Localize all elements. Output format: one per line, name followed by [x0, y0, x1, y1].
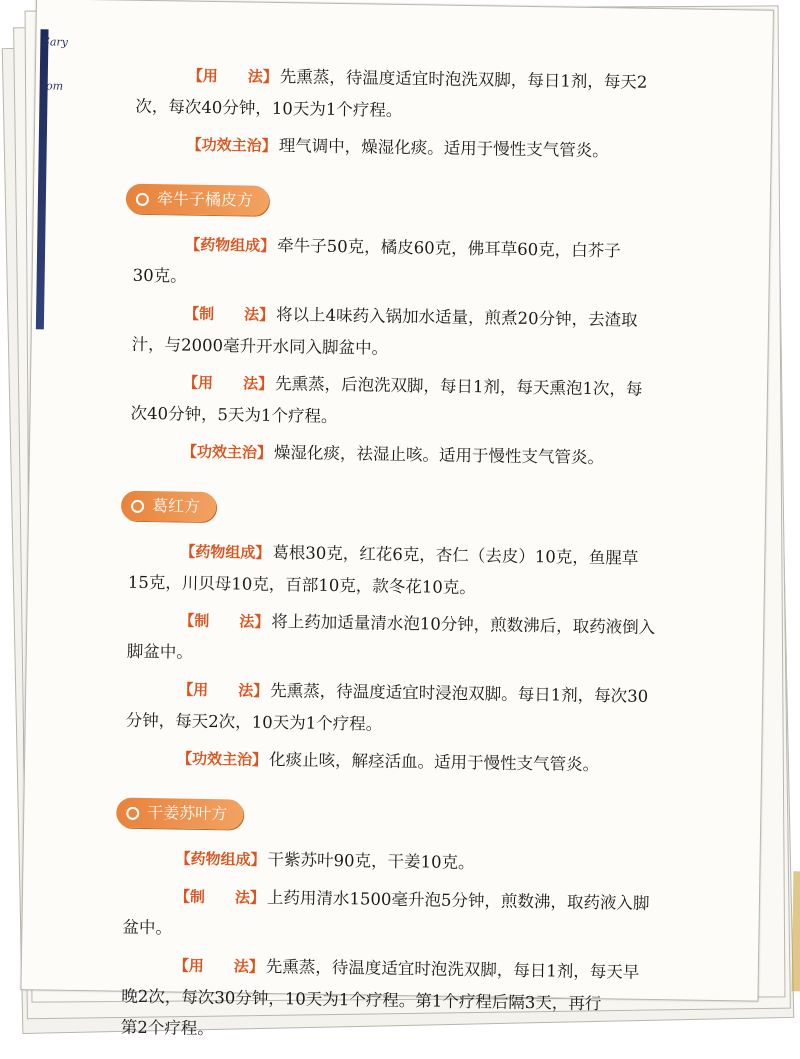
field-text: 先熏蒸，待温度适宜时泡洗双脚，每日1剂，每天2 — [279, 67, 648, 92]
field-text: 葛根30克，红花6克，杏仁（去皮）10克，鱼腥草 — [272, 542, 639, 568]
section-heading — [121, 491, 216, 522]
field-label: 【功效主治】 — [176, 749, 268, 769]
section-heading — [116, 798, 243, 830]
cover-edge-yellow — [792, 871, 800, 991]
field-text-continuation: 次，每次40分钟，10天为1个疗程。 — [135, 96, 403, 120]
page-content — [121, 59, 716, 1058]
field-text: 理气调中，燥湿化痰。适用于慢性支气管炎。 — [278, 136, 609, 161]
field-text: 将以上4味药入锅加水适量，煎煮20分钟，去渣取 — [275, 305, 638, 330]
spine-mark-top: Sary — [42, 35, 69, 49]
field-text-continuation: 分钟，每天2次，10天为1个疗程。 — [125, 710, 383, 734]
field-text-continuation: 次40分钟，5天为1个疗程。 — [130, 403, 338, 426]
field-label: 【用 法】 — [187, 66, 278, 87]
field-text: 牵牛子50克，橘皮60克，佛耳草60克，白芥子 — [277, 236, 621, 261]
field-label: 【制 法】 — [179, 611, 270, 631]
field-label: 【药物组成】 — [180, 542, 271, 562]
circle-bullet-icon — [126, 806, 139, 819]
section-heading-text: 干姜苏叶方 — [147, 803, 228, 824]
book-page — [20, 0, 773, 1039]
field-text: 将上药加适量清水泡10分钟，煎数沸后，取药液倒入 — [271, 611, 656, 638]
circle-bullet-icon — [131, 499, 144, 512]
field-label: 【制 法】 — [183, 304, 275, 324]
section-heading — [126, 184, 269, 216]
field-text: 上药用清水1500毫升泡5分钟，煎数沸，取药液入脚 — [266, 887, 650, 913]
field-label: 【功效主治】 — [186, 135, 277, 156]
field-label: 【用 法】 — [173, 956, 265, 976]
field-text-continuation: 汁，与2000毫升开水同入脚盆中。 — [131, 334, 389, 358]
field-label: 【用 法】 — [178, 680, 269, 700]
circle-bullet-icon — [136, 192, 149, 205]
field-text: 先熏蒸，待温度适宜时泡洗双脚，每日1剂，每天早 — [265, 956, 640, 982]
recipe-paragraph — [131, 297, 712, 369]
section-heading-text: 牵牛子橘皮方 — [156, 189, 254, 210]
field-text: 化痰止咳，解痉活血。适用于慢性支气管炎。 — [268, 749, 600, 775]
field-label: 【药物组成】 — [175, 849, 266, 869]
recipe-paragraph — [128, 535, 709, 607]
field-label: 【功效主治】 — [181, 442, 273, 462]
recipe-paragraph — [122, 880, 703, 952]
recipe-paragraph — [125, 673, 706, 745]
recipe-paragraph — [130, 366, 711, 438]
field-text: 先熏蒸，待温度适宜时浸泡双脚。每日1剂，每次30 — [270, 680, 649, 706]
field-label: 【药物组成】 — [185, 235, 276, 255]
field-text: 先熏蒸，后泡洗双脚，每日1剂，每天熏泡1次，每 — [274, 374, 643, 399]
recipe-paragraph — [127, 604, 708, 676]
recipe-paragraph — [121, 949, 702, 1052]
field-text-continuation: 30克。 — [132, 265, 187, 286]
field-label: 【用 法】 — [182, 373, 274, 393]
recipe-paragraph — [132, 228, 713, 300]
field-text-continuation: 晚2次，每次30分钟，10天为1个疗程。第1个疗程后隔3天，再行 — [121, 986, 602, 1014]
spine-mark-bottom: Jom — [41, 79, 64, 93]
field-text-continuation: 脚盆中。 — [126, 641, 193, 662]
field-text-continuation: 第2个疗程。 — [120, 1017, 215, 1039]
field-label: 【制 法】 — [174, 887, 266, 907]
field-text-continuation: 盆中。 — [122, 917, 173, 938]
cover-edge — [36, 29, 49, 329]
section-heading-text: 葛红方 — [151, 496, 201, 516]
field-text-continuation: 15克，川贝母10克，百部10克，款冬花10克。 — [127, 572, 476, 598]
field-text: 干紫苏叶90克，干姜10克。 — [267, 849, 475, 873]
field-text: 燥湿化痰，祛湿止咳。适用于慢性支气管炎。 — [273, 442, 605, 468]
recipe-paragraph — [135, 59, 716, 131]
